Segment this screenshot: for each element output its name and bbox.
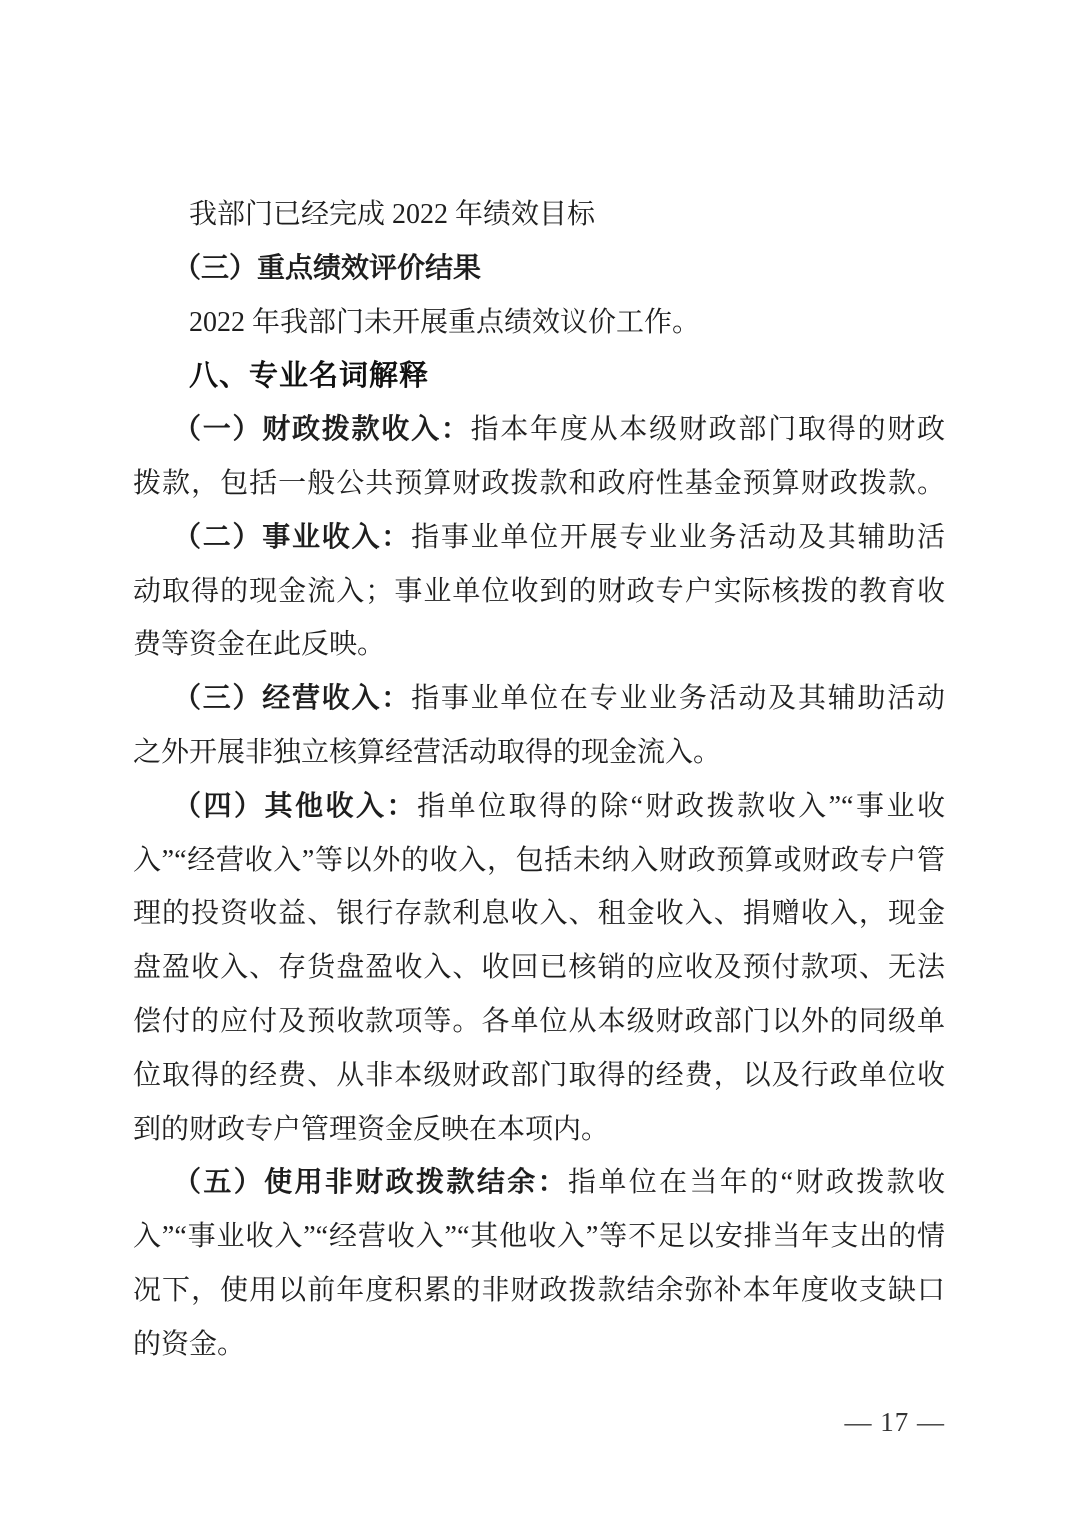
text-line [133,780,945,834]
term-definition: 指单位在当年的“财政拨款收 [567,1167,945,1199]
text-line: 况下，使用以前年度积累的非财政拨款结余弥补本年度收支缺口 [133,1274,945,1306]
text-line: 到的财政专户管理资金反映在本项内。 [133,1113,610,1145]
text-line: 理的投资收益、银行存款利息收入、租金收入、捐赠收入，现金 [133,898,945,930]
text-line: 动取得的现金流入；事业单位收到的财政专户实际核拨的教育收 [133,575,945,607]
text-line: 偿付的应付及预收款项等。各单位从本级财政部门以外的同级单 [133,1005,945,1037]
text-line [133,403,945,457]
text-line [133,1156,945,1210]
text-line: （三）重点绩效评价结果 [173,252,482,284]
text-line: 盘盈收入、存货盘盈收入、收回已核销的应收及预付款项、无法 [133,952,945,984]
term-definition: 指事业单位开展专业业务活动及其辅助活 [411,521,945,553]
text-line: 位取得的经费、从非本级财政部门取得的经费，以及行政单位收 [133,1059,945,1091]
document-body [133,188,945,1372]
term-label: （五）使用非财政拨款结余： [173,1167,568,1199]
text-line: 的资金。 [133,1328,246,1360]
term-label: （三）经营收入： [173,683,412,715]
term-label: （四）其他收入： [173,790,418,822]
text-line: 入”“经营收入”等以外的收入，包括未纳入财政预算或财政专户管 [133,844,945,876]
term-definition: 指本年度从本级财政部门取得的财政 [470,414,945,446]
text-line [133,511,945,565]
text-line: 之外开展非独立核算经营活动取得的现金流入。 [133,736,722,768]
text-line [133,672,945,726]
page-number: — 17 — [844,1407,945,1437]
term-definition: 指单位取得的除“财政拨款收入”“事业收 [417,790,945,822]
term-label: （一）财政拨款收入： [173,414,471,446]
text-line: 拨款，包括一般公共预算财政拨款和政府性基金预算财政拨款。 [133,467,945,499]
term-label: （二）事业收入： [173,521,412,553]
text-line: 2022 年我部门未开展重点绩效议价工作。 [189,306,701,338]
text-line: 入”“事业收入”“经营收入”“其他收入”等不足以安排当年支出的情 [133,1221,945,1253]
term-definition: 指事业单位在专业业务活动及其辅助活动 [411,683,945,715]
text-line: 我部门已经完成 2022 年绩效目标 [189,199,596,230]
section-heading: 八、专业名词解释 [189,358,430,393]
text-line: 费等资金在此反映。 [133,629,386,661]
